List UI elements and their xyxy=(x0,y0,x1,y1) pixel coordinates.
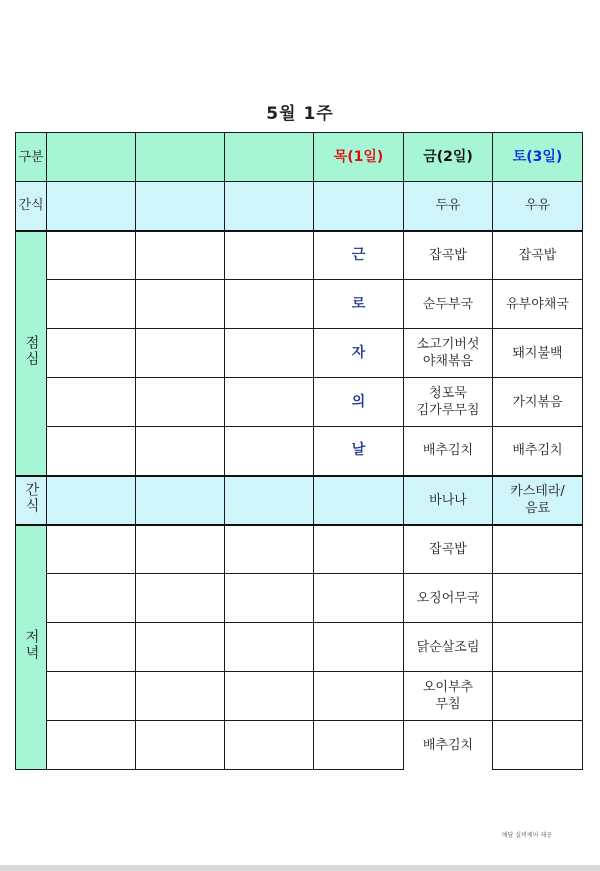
lunch-empty-cell xyxy=(225,378,314,427)
dinner-fri-item: 오징어무국 xyxy=(416,590,480,606)
lunch-fri-item: 배추김치 xyxy=(422,443,474,459)
lunch-sat-cell xyxy=(493,378,583,427)
dinner-empty-cell xyxy=(225,574,314,623)
dinner-empty-cell xyxy=(47,525,136,574)
lunch-empty-cell xyxy=(136,329,225,378)
snack2-empty-cell xyxy=(136,476,225,525)
bottom-divider xyxy=(0,865,600,871)
dinner-empty-cell xyxy=(225,672,314,721)
dinner-row xyxy=(16,574,583,623)
snack2-sat-item: 카스테라/ 음료 xyxy=(510,484,565,516)
dinner-thu-cell xyxy=(314,623,404,672)
snack2-label: 간식 xyxy=(23,481,40,514)
header-category-cell xyxy=(16,133,47,182)
dinner-empty-cell xyxy=(136,721,225,770)
holiday-char: 로 xyxy=(351,295,366,312)
dinner-empty-cell xyxy=(136,574,225,623)
snack2-empty-cell xyxy=(47,476,136,525)
lunch-sat-item: 배추김치 xyxy=(512,443,563,459)
lunch-empty-cell xyxy=(225,329,314,378)
snack1-fri-cell xyxy=(404,182,493,231)
snack2-empty-cell xyxy=(225,476,314,525)
footer-credit: 애담 실버케어 제공 xyxy=(501,832,552,839)
lunch-thu-cell xyxy=(314,231,404,280)
dinner-sat-cell xyxy=(493,525,583,574)
snack1-label: 간식 xyxy=(18,198,44,214)
dinner-label-cell xyxy=(16,525,47,770)
snack1-empty-cell xyxy=(314,182,404,231)
snack1-fri-item: 두유 xyxy=(435,198,461,214)
dinner-sat-cell xyxy=(493,574,583,623)
lunch-empty-cell xyxy=(47,329,136,378)
snack1-empty-cell xyxy=(47,182,136,231)
lunch-sat-item: 잡곡밥 xyxy=(518,247,557,263)
lunch-fri-item: 소고기버섯 야채볶음 xyxy=(416,337,480,369)
dinner-row xyxy=(16,672,583,721)
holiday-char: 의 xyxy=(351,393,366,410)
lunch-fri-cell xyxy=(404,280,493,329)
snack2-label-cell xyxy=(16,476,47,525)
dinner-row xyxy=(16,623,583,672)
dinner-sat-cell xyxy=(493,623,583,672)
header-sat-cell xyxy=(493,133,583,182)
page-title: 5월 1주 xyxy=(266,104,334,124)
holiday-char: 자 xyxy=(351,344,366,361)
snack1-empty-cell xyxy=(225,182,314,231)
lunch-row xyxy=(16,329,583,378)
lunch-sat-cell xyxy=(493,280,583,329)
header-row xyxy=(16,133,583,182)
snack1-row xyxy=(16,182,583,231)
dinner-thu-cell xyxy=(314,721,404,770)
dinner-empty-cell xyxy=(47,672,136,721)
lunch-empty-cell xyxy=(136,378,225,427)
lunch-row xyxy=(16,378,583,427)
lunch-sat-item: 가지볶음 xyxy=(512,394,563,410)
snack2-row xyxy=(16,476,583,525)
lunch-row xyxy=(16,280,583,329)
dinner-sat-cell xyxy=(493,672,583,721)
dinner-empty-cell xyxy=(136,672,225,721)
header-empty-cell xyxy=(47,133,136,182)
dinner-fri-item: 배추김치 xyxy=(422,737,474,753)
holiday-char: 근 xyxy=(351,246,366,263)
header-fri-label: 금(2일) xyxy=(423,148,473,165)
dinner-fri-cell xyxy=(404,623,493,672)
lunch-thu-cell xyxy=(314,378,404,427)
header-category-label: 구분 xyxy=(18,149,44,165)
dinner-fri-item: 잡곡밥 xyxy=(429,541,467,557)
dinner-empty-cell xyxy=(47,574,136,623)
holiday-char: 날 xyxy=(351,442,366,459)
lunch-thu-cell xyxy=(314,329,404,378)
header-thu-label: 목(1일) xyxy=(333,148,384,165)
dinner-row xyxy=(16,721,583,770)
dinner-empty-cell xyxy=(225,721,314,770)
dinner-empty-cell xyxy=(225,623,314,672)
lunch-empty-cell xyxy=(47,427,136,476)
lunch-sat-item: 유부야채국 xyxy=(506,296,569,312)
dinner-empty-cell xyxy=(225,525,314,574)
lunch-row xyxy=(16,231,583,280)
snack2-sat-cell xyxy=(493,476,583,525)
lunch-label-cell xyxy=(16,231,47,476)
snack2-empty-cell xyxy=(314,476,404,525)
lunch-empty-cell xyxy=(47,231,136,280)
dinner-empty-cell xyxy=(136,525,225,574)
snack2-fri-cell xyxy=(404,476,493,525)
dinner-fri-cell xyxy=(404,525,493,574)
header-empty-cell xyxy=(136,133,225,182)
lunch-sat-cell xyxy=(493,427,583,476)
snack1-sat-item: 우유 xyxy=(524,198,551,214)
lunch-row xyxy=(16,427,583,476)
lunch-empty-cell xyxy=(47,280,136,329)
lunch-thu-cell xyxy=(314,427,404,476)
lunch-empty-cell xyxy=(136,427,225,476)
snack1-sat-cell xyxy=(493,182,583,231)
lunch-fri-cell xyxy=(404,427,493,476)
dinner-empty-cell xyxy=(47,721,136,770)
lunch-sat-item: 돼지불백 xyxy=(512,345,563,361)
snack2-fri-item: 바나나 xyxy=(429,492,467,508)
header-thu-cell xyxy=(314,133,404,182)
dinner-fri-cell xyxy=(404,672,493,721)
dinner-thu-cell xyxy=(314,574,404,623)
dinner-row xyxy=(16,525,583,574)
dinner-label: 저녁 xyxy=(23,628,40,661)
lunch-fri-item: 순두부국 xyxy=(422,296,474,312)
snack1-empty-cell xyxy=(136,182,225,231)
lunch-empty-cell xyxy=(225,231,314,280)
dinner-sat-cell xyxy=(493,721,583,770)
lunch-empty-cell xyxy=(136,280,225,329)
lunch-fri-cell xyxy=(404,378,493,427)
dinner-fri-item: 닭순살조림 xyxy=(416,639,480,655)
lunch-thu-cell xyxy=(314,280,404,329)
lunch-empty-cell xyxy=(225,280,314,329)
header-empty-cell xyxy=(225,133,314,182)
snack1-label-cell xyxy=(16,182,47,231)
lunch-empty-cell xyxy=(225,427,314,476)
lunch-sat-cell xyxy=(493,329,583,378)
lunch-fri-item: 청포묵 김가루무침 xyxy=(416,386,480,418)
dinner-fri-cell xyxy=(404,574,493,623)
dinner-thu-cell xyxy=(314,672,404,721)
dinner-empty-cell xyxy=(136,623,225,672)
dinner-thu-cell xyxy=(314,525,404,574)
lunch-sat-cell xyxy=(493,231,583,280)
lunch-empty-cell xyxy=(136,231,225,280)
lunch-fri-cell xyxy=(404,231,493,280)
lunch-fri-item: 잡곡밥 xyxy=(429,247,467,263)
dinner-fri-cell xyxy=(404,721,493,770)
weekly-menu-table xyxy=(15,132,583,770)
header-sat-label: 토(3일) xyxy=(512,148,563,165)
lunch-label: 점심 xyxy=(23,334,40,367)
header-fri-cell xyxy=(404,133,493,182)
lunch-fri-cell xyxy=(404,329,493,378)
lunch-empty-cell xyxy=(47,378,136,427)
dinner-empty-cell xyxy=(47,623,136,672)
dinner-fri-item: 오이부추 무침 xyxy=(422,680,474,712)
